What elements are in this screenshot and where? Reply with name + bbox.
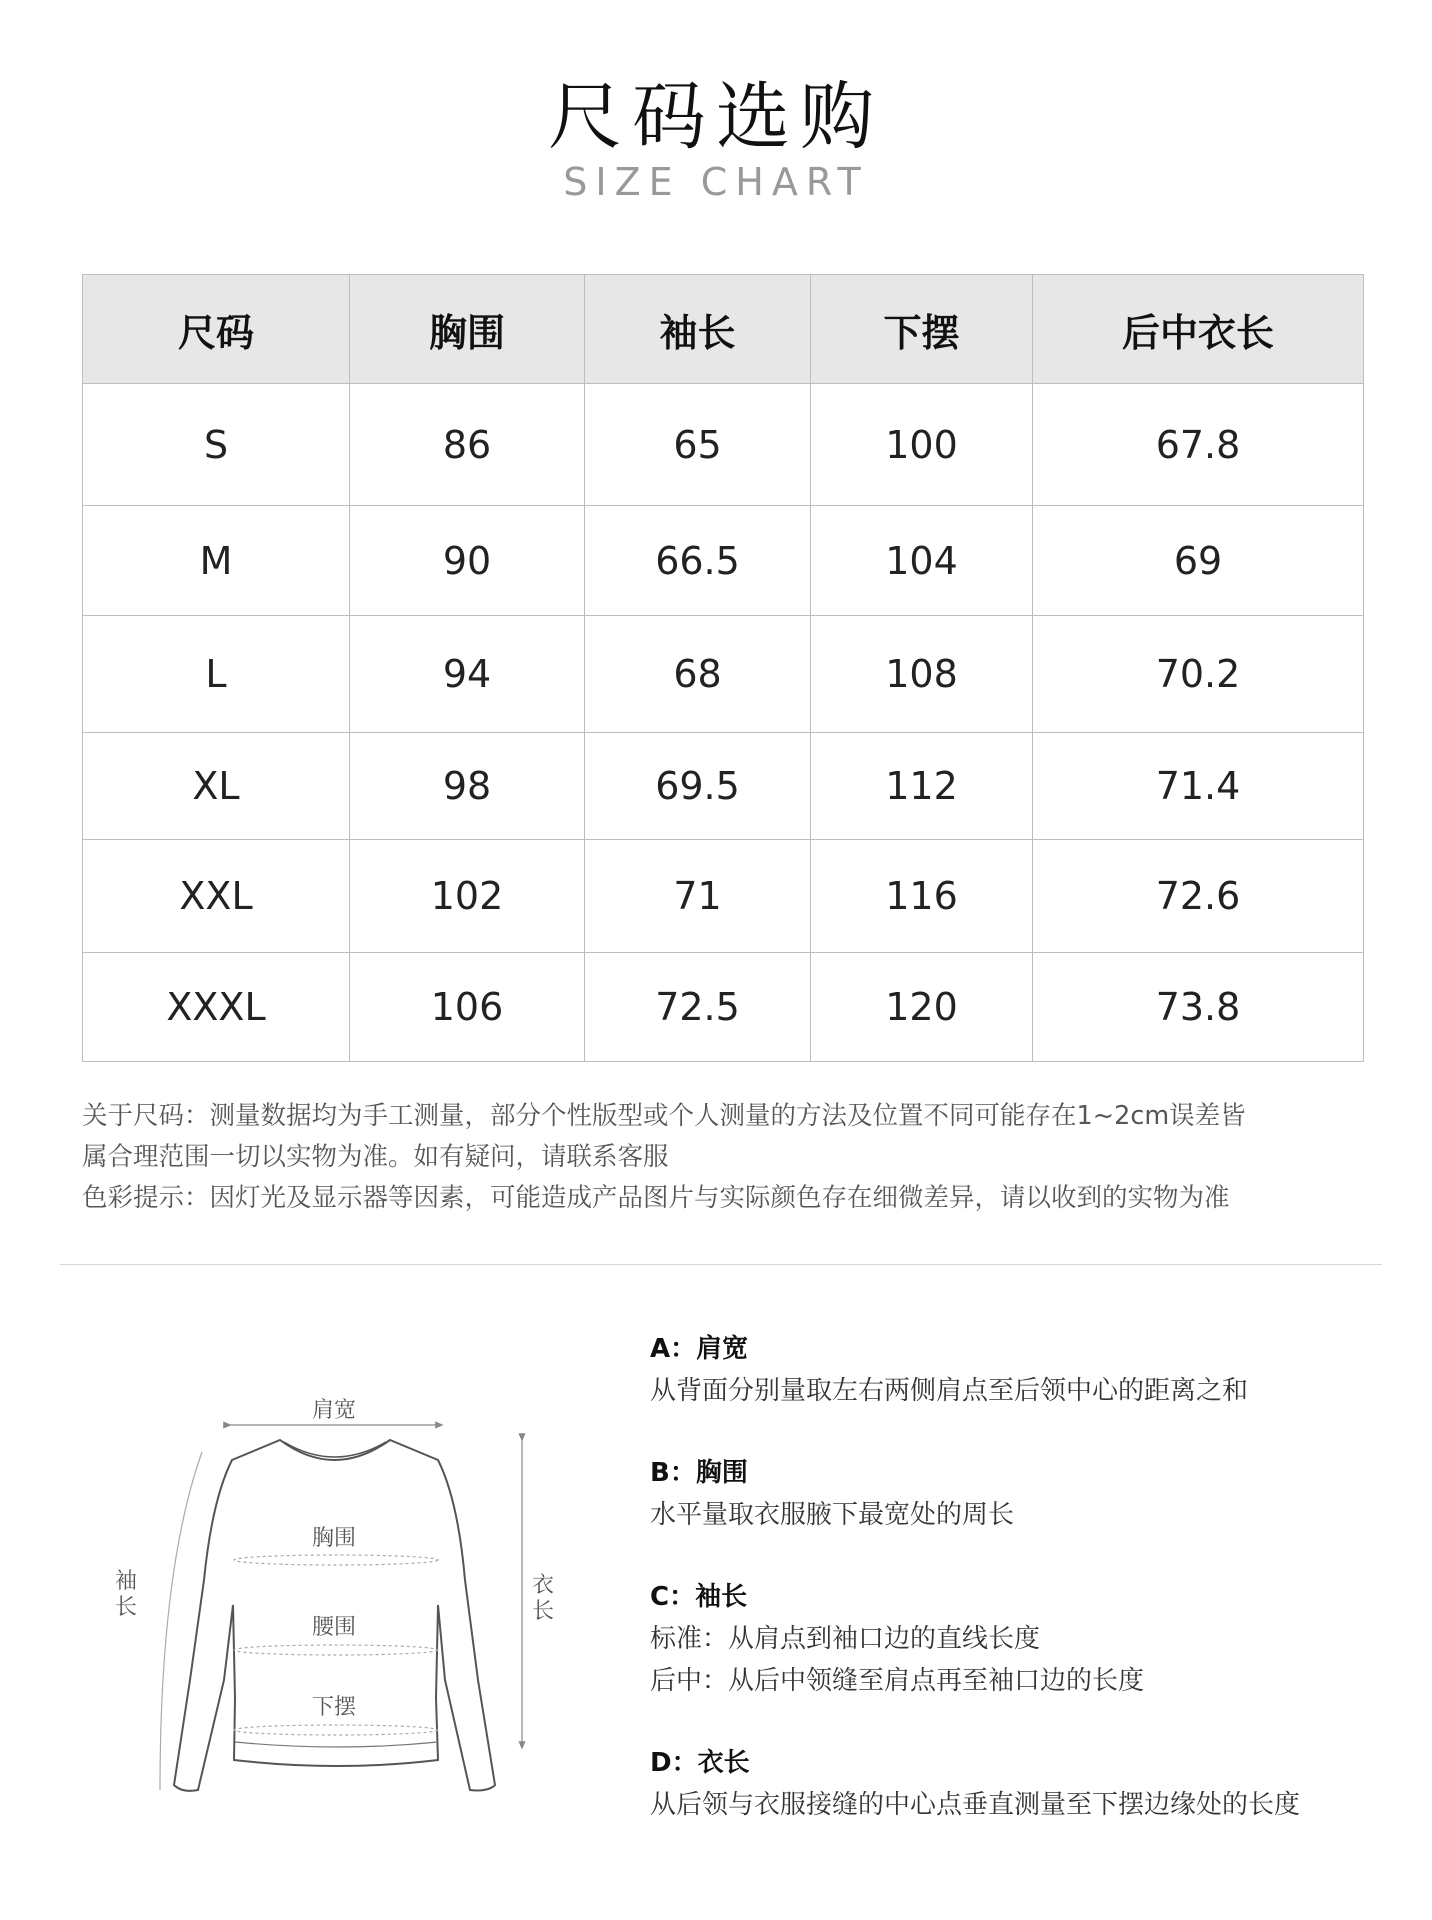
table-cell: M: [83, 506, 350, 616]
table-cell: 98: [350, 733, 585, 840]
definition-text: 水平量取衣服腋下最宽处的周长: [650, 1500, 1015, 1530]
definition-shoulder: [650, 1328, 1410, 1412]
shoulder-label: 肩宽: [311, 1398, 357, 1423]
table-cell: 100: [811, 384, 1033, 506]
size-table: [82, 274, 1364, 1062]
column-header-hem: 下摆: [811, 275, 1033, 384]
table-cell: 70.2: [1033, 616, 1364, 733]
table-cell: 94: [350, 616, 585, 733]
table-cell: 66.5: [585, 506, 811, 616]
table-cell: 120: [811, 953, 1033, 1062]
table-cell: 90: [350, 506, 585, 616]
table-cell: 102: [350, 840, 585, 953]
hem-label: 下摆: [311, 1695, 357, 1720]
page-subtitle: SIZE CHART: [563, 160, 869, 204]
table-cell: 72.5: [585, 953, 811, 1062]
collar-line: [284, 1442, 386, 1457]
definition-head: D：衣长: [650, 1748, 750, 1778]
table-cell: XXL: [83, 840, 350, 953]
table-cell: 71.4: [1033, 733, 1364, 840]
table-row: [83, 840, 1364, 953]
definition-head: B：胸围: [650, 1458, 748, 1488]
definition-text: 后中：从后中领缝至肩点再至袖口边的长度: [650, 1666, 1145, 1696]
size-note-line1: 关于尺码：测量数据均为手工测量，部分个性版型或个人测量的方法及位置不同可能存在1~2cm误差皆: [82, 1101, 1246, 1131]
definition-text: 从后领与衣服接缝的中心点垂直测量至下摆边缘处的长度: [650, 1790, 1301, 1820]
chest-line: [234, 1555, 438, 1565]
table-cell: 116: [811, 840, 1033, 953]
hem-band: [235, 1742, 438, 1747]
table-cell: 104: [811, 506, 1033, 616]
size-note-line2: 属合理范围一切以实物为准。如有疑问，请联系客服: [82, 1142, 669, 1172]
chest-label: 胸围: [311, 1526, 357, 1551]
table-cell: 69.5: [585, 733, 811, 840]
table-cell: 72.6: [1033, 840, 1364, 953]
section-divider: [60, 1264, 1382, 1265]
table-cell: 73.8: [1033, 953, 1364, 1062]
notes: [82, 1096, 1372, 1219]
color-note: 色彩提示：因灯光及显示器等因素，可能造成产品图片与实际颜色存在细微差异，请以收到的实物为准: [82, 1183, 1230, 1213]
waist-label: 腰围: [311, 1615, 357, 1640]
hem-line: [234, 1725, 438, 1735]
definition-head: A：肩宽: [650, 1334, 749, 1364]
measurement-definitions: [650, 1328, 1410, 1866]
table-cell: 68: [585, 616, 811, 733]
table-row: [83, 733, 1364, 840]
table-cell: 69: [1033, 506, 1364, 616]
table-row: [83, 953, 1364, 1062]
column-header-chest: 胸围: [350, 275, 585, 384]
column-header-sleeve: 袖长: [585, 275, 811, 384]
table-row: [83, 506, 1364, 616]
table-cell: 112: [811, 733, 1033, 840]
waist-line: [234, 1645, 438, 1655]
table-cell: 86: [350, 384, 585, 506]
table-cell: 67.8: [1033, 384, 1364, 506]
sleeve-label-1: 袖: [114, 1569, 138, 1594]
length-label-2: 长: [531, 1599, 555, 1624]
table-cell: S: [83, 384, 350, 506]
definition-length: [650, 1742, 1410, 1826]
table-cell: L: [83, 616, 350, 733]
table-row: [83, 384, 1364, 506]
table-header-row: [83, 275, 1364, 384]
table-cell: XXXL: [83, 953, 350, 1062]
table-cell: 108: [811, 616, 1033, 733]
definition-chest: [650, 1452, 1410, 1536]
table-cell: 65: [585, 384, 811, 506]
column-header-size: 尺码: [83, 275, 350, 384]
table-row: [83, 616, 1364, 733]
table-cell: 71: [585, 840, 811, 953]
sleeve-label-2: 长: [114, 1595, 138, 1620]
table-cell: XL: [83, 733, 350, 840]
garment-diagram: [100, 1380, 560, 1820]
length-label-1: 衣: [531, 1573, 555, 1598]
definition-head: C：袖长: [650, 1582, 748, 1612]
definition-text: 从背面分别量取左右两侧肩点至后领中心的距离之和: [650, 1376, 1249, 1406]
column-header-length: 后中衣长: [1033, 275, 1364, 384]
definition-text: 标准：从肩点到袖口边的直线长度: [650, 1624, 1041, 1654]
definition-sleeve: [650, 1576, 1410, 1702]
page-title: 尺码选购: [548, 74, 884, 160]
table-cell: 106: [350, 953, 585, 1062]
